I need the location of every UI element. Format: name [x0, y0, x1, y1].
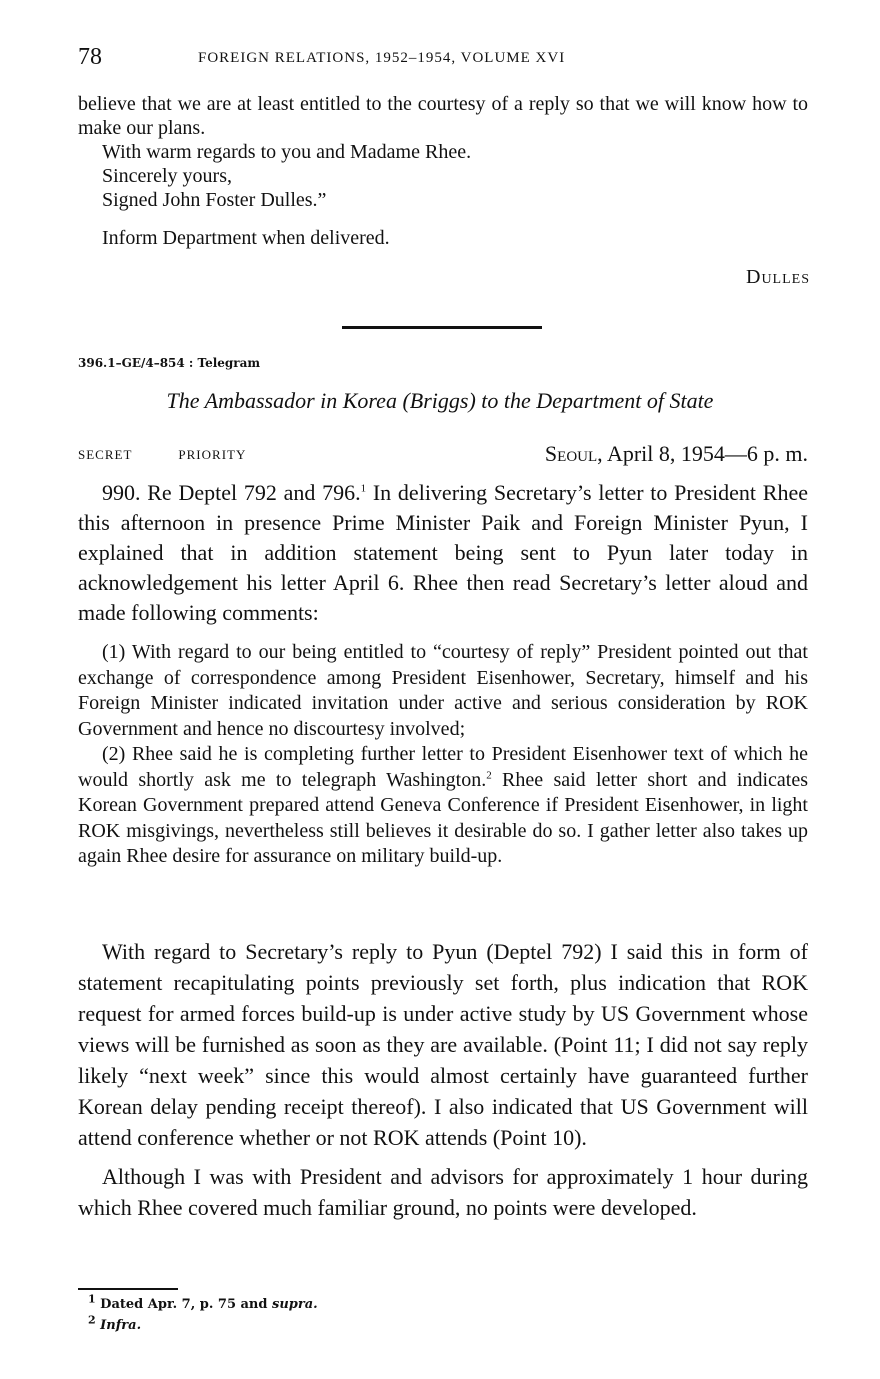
- telegram-continuation: [78, 936, 808, 1223]
- document-file-number: 396.1–GE/4–854 : Telegram: [78, 356, 261, 370]
- running-head: FOREIGN RELATIONS, 1952–1954, VOLUME XVI: [198, 50, 566, 66]
- footnote-2: $^2$ Infra.: [88, 1313, 142, 1333]
- telegram-body: [78, 478, 808, 628]
- section-divider: [342, 326, 542, 329]
- paragraph-990: 990. Re Deptel 792 and 796.$^1$ In delivering Secretary’s letter to President Rhee this afternoon in presence Prime Minister Paik and Foreign Minister Pyun, I explained that in addition statement being sent to Pyun later today in acknowledgement his letter April 6. Rhee then read Secretary’s letter aloud and made following comments:: [78, 480, 808, 625]
- paragraph-reply-to-pyun: With regard to Secretary’s reply to Pyun (Deptel 792) I said this in form of statement recapitulating points previously set forth, plus indication that ROK request for armed forces build-up is under active study by US Government whose views will be furnished as soon as they are available. (Point 11; I did not say reply likely “next week” since this would almost certainly have guaranteed further Korean delay pending receipt thereof). I also indicated that US Government will attend conference whether or not ROK attends (Point 10).: [78, 939, 808, 1150]
- footnote-1: $^1$ Dated Apr. 7, p. 75 and supra.: [88, 1292, 318, 1312]
- place: Seoul: [544, 441, 598, 466]
- classification-row: [78, 441, 808, 469]
- priority: PRIORITY: [178, 447, 247, 462]
- letter-line: Signed John Foster Dulles.”: [102, 189, 327, 211]
- letter-line: believe that we are at least entitled to the courtesy of a reply so that we will know how to make our plans.: [78, 93, 808, 139]
- footnote-ref-1: 1: [360, 482, 367, 495]
- dateline: [545, 441, 808, 467]
- page-number: 78: [78, 44, 102, 70]
- letter-line: With warm regards to you and Madame Rhee.: [102, 141, 472, 163]
- letter-closing: [78, 92, 808, 250]
- paragraph-closing: Although I was with President and advisors for approximately 1 hour during which Rhee covered much familiar ground, no points were developed.: [78, 1164, 808, 1220]
- comment-item-1: (1) With regard to our being entitled to “courtesy of reply” President pointed out that exchange of correspondence among President Eisenhower, Secretary, himself and his Foreign Minister indicated invitation under active and serious consideration by ROK Government and hence no discourtesy involved;: [78, 641, 808, 740]
- comment-item-2: (2) Rhee said he is completing further letter to President Eisenhower text of which he would shortly ask me to telegraph Washington.$^2$ Rhee said letter short and indicates Korean Government prepared attend Geneva Conference if President Eisenhower, in light ROK misgivings, nevertheless still believes it desirable do so. I gather letter also takes up again Rhee desire for assurance on military build-up.: [78, 743, 808, 867]
- footnote-ref-2: 2: [486, 768, 492, 781]
- comments-list: [78, 640, 808, 870]
- delivery-instruction: Inform Department when delivered.: [102, 227, 390, 249]
- classification: SECRET: [78, 447, 133, 462]
- letter-line: Sincerely yours,: [102, 165, 232, 187]
- page-header: [78, 44, 818, 74]
- document-title: The Ambassador in Korea (Briggs) to the Department of State: [166, 388, 714, 413]
- footnote-divider: [78, 1288, 178, 1290]
- signature-dulles: Dulles: [746, 266, 810, 288]
- date: , April 8, 1954—6 p. m.: [597, 441, 808, 466]
